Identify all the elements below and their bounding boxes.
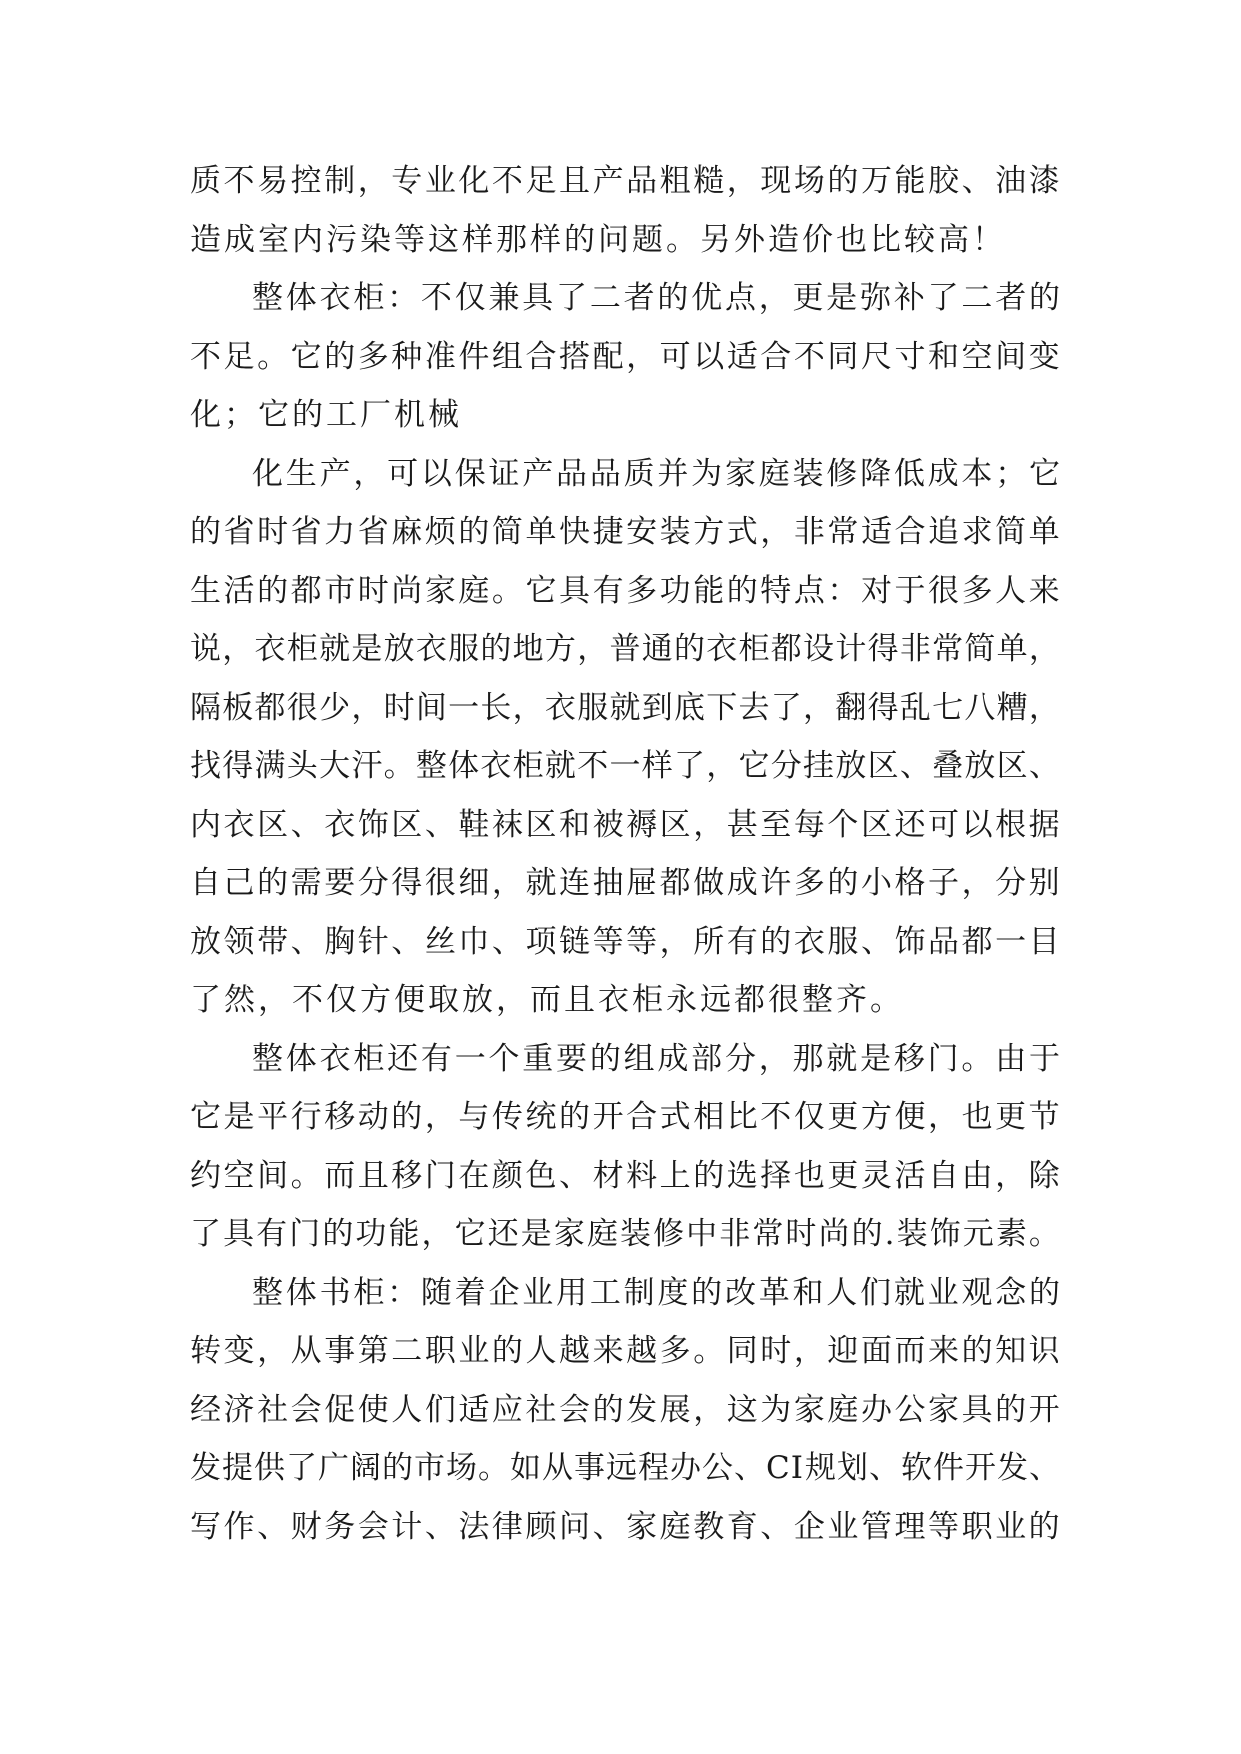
text-line: 说 ， 衣 柜 就 是 放 衣 服 的 地 方 ， 普 通 的 衣 柜 都 设 计 得 非 常 简 单 ， bbox=[190, 631, 1060, 667]
text-line: 内 衣 区 、 衣 饰 区 、 鞋 袜 区 和 被 褥 区 ， 甚 至 每 个 区 还 可 以 根 据 bbox=[190, 806, 1060, 843]
text-line: 转 变 ， 从 事 第 二 职 业 的 人 越 来 越 多 。 同 时 ， 迎 面 而 来 的 知 识 bbox=[190, 1333, 1060, 1369]
text-line: 质 不 易 控 制 ， 专 业 化 不 足 且 产 品 粗 糙 ， 现 场 的 万 能 胶 、 油 漆 bbox=[190, 163, 1060, 199]
text-line: 找 得 满 头 大 汗 。 整 体 衣 柜 就 不 一 样 了 ， 它 分 挂 放 区 、 叠 放 区 、 bbox=[190, 748, 1060, 784]
text-line: 发 提 供 了 广 阔 的 市 场 。 如 从 事 远 程 办 公 、 C I 规 划 、 软 件 开 发 、 bbox=[190, 1450, 1060, 1486]
text-line: 化；它的工厂机械 bbox=[190, 397, 462, 433]
text-line: 约 空 间 。 而 且 移 门 在 颜 色 、 材 料 上 的 选 择 也 更 灵 活 自 由 ， 除 bbox=[190, 1157, 1060, 1194]
text-line: 整 体 书 柜 ： 随 着 企 业 用 工 制 度 的 改 革 和 人 们 就 业 观 念 的 bbox=[252, 1274, 1060, 1311]
text-line: 了 具 有 门 的 功 能 ， 它 还 是 家 庭 装 修 中 非 常 时 尚 的 . 装 饰 元 素 。 bbox=[190, 1216, 1060, 1252]
text-line: 它 是 平 行 移 动 的 ， 与 传 统 的 开 合 式 相 比 不 仅 更 方 便 ， 也 更 节 bbox=[190, 1099, 1060, 1135]
text-line: 生 活 的 都 市 时 尚 家 庭 。 它 具 有 多 功 能 的 特 点 ： 对 于 很 多 人 来 bbox=[190, 572, 1060, 609]
text-line: 整 体 衣 柜 ： 不 仅 兼 具 了 二 者 的 优 点 ， 更 是 弥 补 了 二 者 的 bbox=[252, 280, 1060, 316]
text-line: 整 体 衣 柜 还 有 一 个 重 要 的 组 成 部 分 ， 那 就 是 移 门 。 由 于 bbox=[252, 1040, 1060, 1077]
text-line: 放 领 带 、 胸 针 、 丝 巾 、 项 链 等 等 ， 所 有 的 衣 服 、 饰 品 都 一 目 bbox=[190, 923, 1060, 960]
text-line: 不 足 。 它 的 多 种 准 件 组 合 搭 配 ， 可 以 适 合 不 同 尺 寸 和 空 间 变 bbox=[190, 338, 1060, 375]
body-text bbox=[190, 152, 1060, 1556]
text-line: 隔 板 都 很 少 ， 时 间 一 长 ， 衣 服 就 到 底 下 去 了 ， 翻 得 乱 七 八 糟 ， bbox=[190, 689, 1060, 726]
text-line: 的 省 时 省 力 省 麻 烦 的 简 单 快 捷 安 装 方 式 ， 非 常 适 合 追 求 简 单 bbox=[190, 514, 1060, 550]
text-line: 化 生 产 ， 可 以 保 证 产 品 品 质 并 为 家 庭 装 修 降 低 成 本 ； 它 bbox=[252, 455, 1060, 492]
text-line: 经 济 社 会 促 使 人 们 适 应 社 会 的 发 展 ， 这 为 家 庭 办 公 家 具 的 开 bbox=[190, 1391, 1060, 1428]
text-line: 了然，不仅方便取放，而且衣柜永远都很整齐。 bbox=[190, 982, 904, 1018]
text-line: 自 己 的 需 要 分 得 很 细 ， 就 连 抽 屉 都 做 成 许 多 的 小 格 子 ， 分 别 bbox=[190, 865, 1060, 901]
text-line: 造成室内污染等这样那样的问题。另外造价也比较高！ bbox=[190, 221, 1006, 258]
text-line: 写 作 、 财 务 会 计 、 法 律 顾 问 、 家 庭 教 育 、 企 业 管 理 等 职 业 的 bbox=[190, 1508, 1060, 1545]
